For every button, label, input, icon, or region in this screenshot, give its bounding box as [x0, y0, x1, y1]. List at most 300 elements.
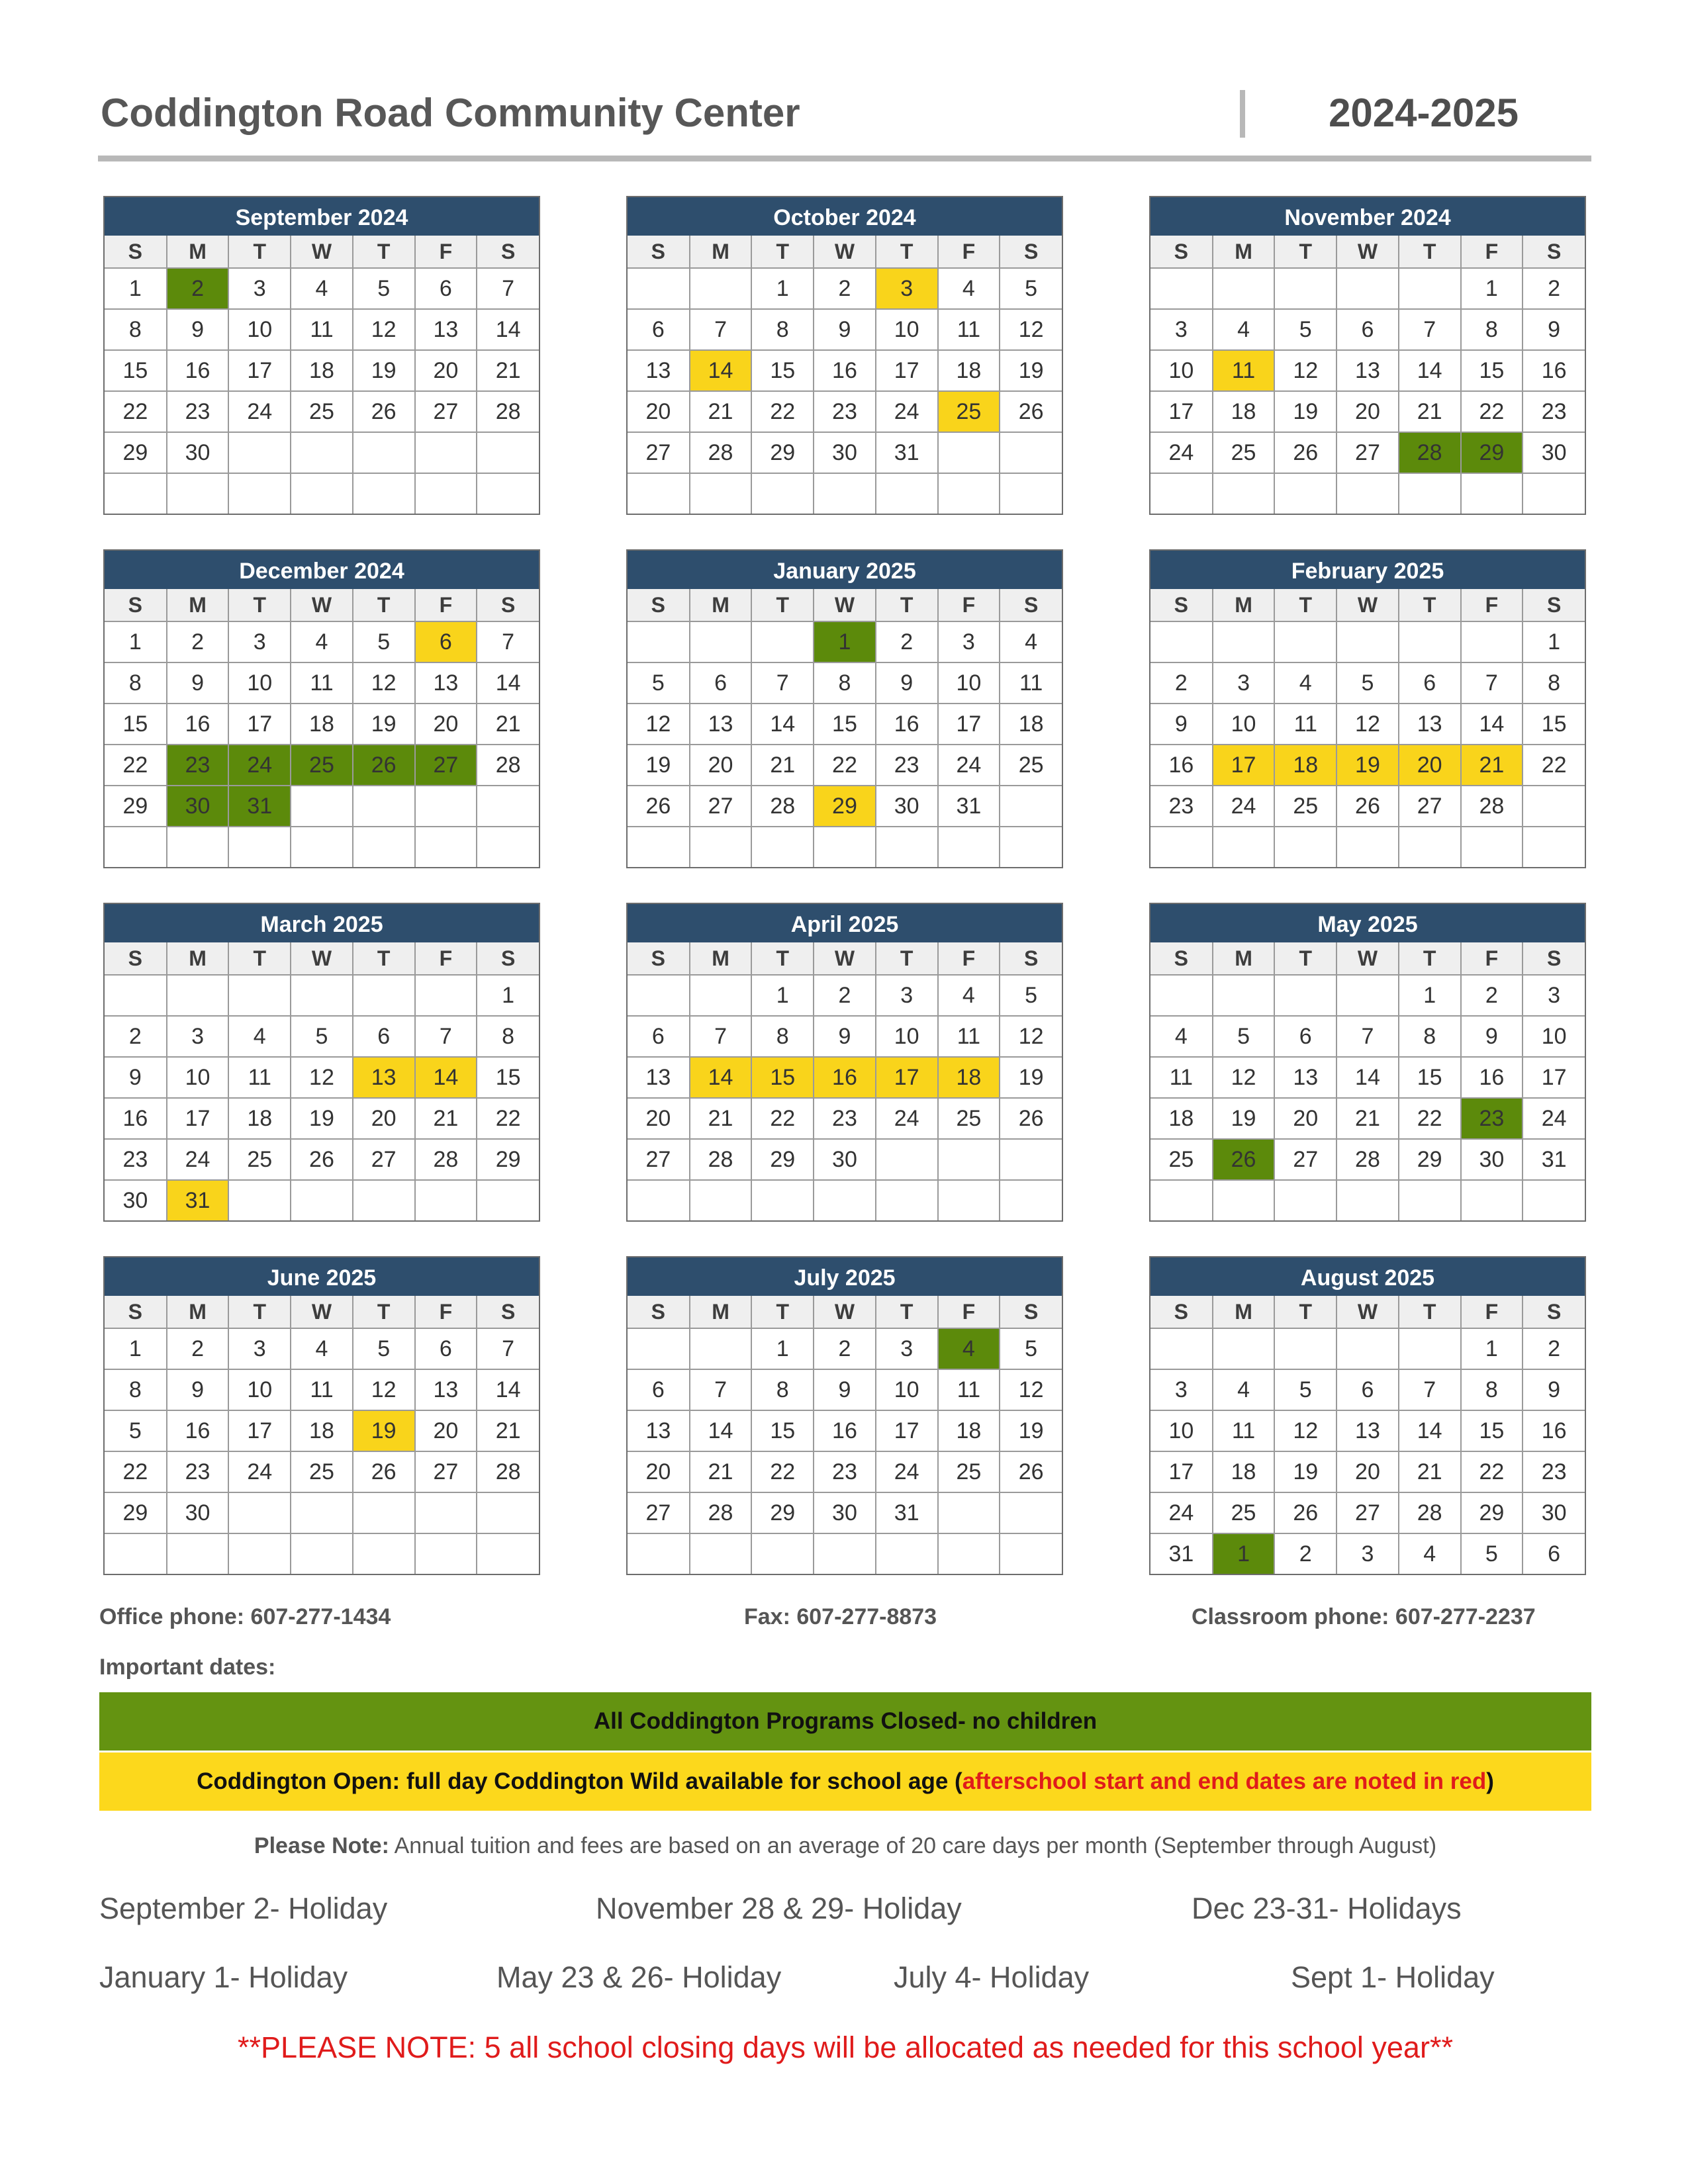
day-cell: 20 — [415, 1410, 477, 1451]
day-cell: 28 — [751, 786, 814, 827]
empty-day-cell — [477, 786, 539, 827]
day-cell: 2 — [1150, 662, 1213, 704]
empty-day-cell — [167, 975, 229, 1016]
empty-day-cell — [353, 1533, 415, 1574]
day-cell: 15 — [751, 350, 814, 391]
day-cell: 11 — [291, 662, 353, 704]
empty-day-cell — [1461, 473, 1523, 514]
empty-day-cell — [1461, 1180, 1523, 1220]
day-cell: 4 — [1213, 309, 1275, 350]
day-cell: 25 — [291, 391, 353, 432]
empty-day-cell — [477, 1180, 539, 1220]
day-cell: 14 — [415, 1057, 477, 1098]
empty-day-cell — [415, 827, 477, 867]
weekday-header: F — [415, 589, 477, 621]
empty-day-cell — [353, 1492, 415, 1533]
day-cell: 16 — [876, 704, 938, 745]
day-cell: 10 — [1523, 1016, 1585, 1057]
empty-day-cell — [228, 432, 291, 473]
day-cell: 8 — [105, 1369, 167, 1410]
legend-open-suffix: ) — [1486, 1768, 1494, 1794]
day-cell: 1 — [1461, 1328, 1523, 1369]
day-cell: 24 — [1213, 786, 1275, 827]
day-cell: 3 — [876, 975, 938, 1016]
day-cell: 10 — [228, 309, 291, 350]
weekday-header: S — [477, 589, 539, 621]
day-cell: 23 — [1523, 1451, 1585, 1492]
day-cell: 5 — [1274, 1369, 1336, 1410]
empty-day-cell — [1213, 473, 1275, 514]
day-cell: 16 — [1523, 350, 1585, 391]
day-cell: 30 — [1523, 432, 1585, 473]
day-cell: 14 — [690, 350, 752, 391]
month-calendar — [1149, 196, 1586, 515]
empty-day-cell — [1150, 1328, 1213, 1369]
day-cell: 19 — [1274, 391, 1336, 432]
weekday-header: F — [938, 942, 1000, 975]
day-cell: 20 — [1336, 391, 1399, 432]
empty-day-cell — [1000, 473, 1062, 514]
day-cell: 5 — [291, 1016, 353, 1057]
holiday-item: January 1- Holiday — [99, 1960, 348, 1994]
empty-day-cell — [690, 1328, 752, 1369]
day-cell: 4 — [1000, 621, 1062, 662]
day-cell: 16 — [1461, 1057, 1523, 1098]
day-cell: 6 — [1399, 662, 1461, 704]
day-cell: 15 — [1461, 350, 1523, 391]
day-cell: 4 — [291, 621, 353, 662]
weekday-header: S — [1523, 589, 1585, 621]
weekday-header: S — [477, 942, 539, 975]
day-cell: 27 — [1336, 1492, 1399, 1533]
weekday-header: T — [751, 589, 814, 621]
weekday-header: T — [876, 942, 938, 975]
empty-day-cell — [628, 827, 690, 867]
day-cell: 28 — [477, 745, 539, 786]
day-cell: 20 — [628, 1098, 690, 1139]
day-cell: 14 — [690, 1057, 752, 1098]
weekday-header: T — [228, 236, 291, 268]
day-cell: 22 — [751, 391, 814, 432]
empty-day-cell — [291, 827, 353, 867]
month-calendar — [103, 196, 540, 515]
day-cell: 3 — [876, 1328, 938, 1369]
empty-day-cell — [1523, 473, 1585, 514]
fax-number: Fax: 607-277-8873 — [744, 1604, 937, 1629]
day-cell: 6 — [415, 1328, 477, 1369]
empty-day-cell — [1000, 1180, 1062, 1220]
day-cell: 11 — [1213, 1410, 1275, 1451]
day-cell: 15 — [1399, 1057, 1461, 1098]
day-cell: 13 — [415, 1369, 477, 1410]
empty-day-cell — [628, 1180, 690, 1220]
day-cell: 10 — [1150, 1410, 1213, 1451]
holiday-item: July 4- Holiday — [894, 1960, 1090, 1994]
empty-day-cell — [628, 1533, 690, 1574]
empty-day-cell — [1399, 268, 1461, 309]
month-calendar — [1149, 1256, 1586, 1575]
empty-day-cell — [167, 827, 229, 867]
empty-day-cell — [751, 473, 814, 514]
day-cell: 4 — [938, 1328, 1000, 1369]
weekday-header: S — [477, 1296, 539, 1328]
day-cell: 29 — [477, 1139, 539, 1180]
day-cell: 1 — [751, 1328, 814, 1369]
day-cell: 5 — [353, 268, 415, 309]
day-cell: 26 — [353, 391, 415, 432]
empty-day-cell — [477, 432, 539, 473]
weekday-header: W — [1336, 1296, 1399, 1328]
empty-day-cell — [1150, 268, 1213, 309]
weekday-header: S — [628, 942, 690, 975]
weekday-header: S — [1150, 589, 1213, 621]
day-cell: 30 — [814, 1139, 876, 1180]
day-cell: 27 — [1336, 432, 1399, 473]
day-cell: 12 — [1000, 1369, 1062, 1410]
day-cell: 23 — [1461, 1098, 1523, 1139]
day-cell: 3 — [228, 268, 291, 309]
day-cell: 3 — [938, 621, 1000, 662]
weekday-header: F — [415, 942, 477, 975]
day-cell: 25 — [291, 745, 353, 786]
weekday-header: T — [1399, 589, 1461, 621]
day-cell: 10 — [876, 309, 938, 350]
empty-day-cell — [291, 786, 353, 827]
day-cell: 3 — [1150, 1369, 1213, 1410]
day-cell: 24 — [876, 1451, 938, 1492]
weekday-header: W — [814, 1296, 876, 1328]
day-cell: 4 — [1213, 1369, 1275, 1410]
day-cell: 18 — [228, 1098, 291, 1139]
day-cell: 30 — [167, 786, 229, 827]
day-cell: 3 — [1336, 1533, 1399, 1574]
month-title: October 2024 — [628, 197, 1062, 236]
empty-day-cell — [291, 975, 353, 1016]
day-cell: 22 — [1523, 745, 1585, 786]
empty-day-cell — [876, 1180, 938, 1220]
holiday-item: Dec 23-31- Holidays — [1192, 1891, 1462, 1925]
month-calendar — [626, 196, 1063, 515]
day-cell: 30 — [167, 1492, 229, 1533]
day-cell: 7 — [1461, 662, 1523, 704]
day-cell: 23 — [105, 1139, 167, 1180]
day-cell: 30 — [1461, 1139, 1523, 1180]
empty-day-cell — [1213, 975, 1275, 1016]
empty-day-cell — [228, 1180, 291, 1220]
empty-day-cell — [1399, 827, 1461, 867]
day-cell: 2 — [814, 975, 876, 1016]
day-cell: 14 — [477, 1369, 539, 1410]
day-cell: 4 — [938, 268, 1000, 309]
day-cell: 3 — [1523, 975, 1585, 1016]
day-cell: 15 — [105, 704, 167, 745]
empty-day-cell — [628, 268, 690, 309]
weekday-header: M — [167, 1296, 229, 1328]
day-cell: 21 — [477, 350, 539, 391]
empty-day-cell — [814, 827, 876, 867]
day-cell: 29 — [1461, 1492, 1523, 1533]
empty-day-cell — [1213, 1180, 1275, 1220]
classroom-phone: Classroom phone: 607-277-2237 — [1192, 1604, 1536, 1629]
day-cell: 2 — [1523, 268, 1585, 309]
weekday-header: S — [1523, 236, 1585, 268]
day-cell: 5 — [1336, 662, 1399, 704]
day-cell: 12 — [1000, 309, 1062, 350]
page-header — [98, 79, 1591, 161]
day-cell: 26 — [291, 1139, 353, 1180]
empty-day-cell — [938, 1492, 1000, 1533]
day-cell: 6 — [415, 268, 477, 309]
day-cell: 26 — [1274, 1492, 1336, 1533]
day-cell: 15 — [477, 1057, 539, 1098]
empty-day-cell — [938, 1533, 1000, 1574]
empty-day-cell — [1399, 473, 1461, 514]
day-cell: 17 — [1523, 1057, 1585, 1098]
weekday-header: S — [1150, 942, 1213, 975]
weekday-header: T — [353, 589, 415, 621]
weekday-header: M — [690, 589, 752, 621]
day-cell: 25 — [938, 391, 1000, 432]
month-calendar — [626, 549, 1063, 868]
day-cell: 8 — [751, 1016, 814, 1057]
weekday-header: T — [876, 1296, 938, 1328]
weekday-header: M — [1213, 942, 1275, 975]
tuition-note-bold: Please Note: — [254, 1833, 390, 1858]
empty-day-cell — [876, 827, 938, 867]
empty-day-cell — [105, 827, 167, 867]
empty-day-cell — [1213, 621, 1275, 662]
empty-day-cell — [690, 268, 752, 309]
day-cell: 20 — [628, 1451, 690, 1492]
empty-day-cell — [628, 473, 690, 514]
day-cell: 26 — [1000, 1451, 1062, 1492]
day-cell: 16 — [1523, 1410, 1585, 1451]
month-title: May 2025 — [1150, 904, 1585, 942]
empty-day-cell — [1461, 827, 1523, 867]
day-cell: 20 — [415, 350, 477, 391]
day-cell: 11 — [938, 1016, 1000, 1057]
day-cell: 9 — [1523, 309, 1585, 350]
empty-day-cell — [353, 975, 415, 1016]
day-cell: 26 — [628, 786, 690, 827]
day-cell: 19 — [1000, 1410, 1062, 1451]
day-cell: 4 — [1150, 1016, 1213, 1057]
day-cell: 15 — [751, 1057, 814, 1098]
day-cell: 18 — [291, 1410, 353, 1451]
day-cell: 2 — [167, 1328, 229, 1369]
empty-day-cell — [938, 827, 1000, 867]
month-title: December 2024 — [105, 551, 539, 589]
day-cell: 6 — [628, 309, 690, 350]
day-cell: 26 — [1274, 432, 1336, 473]
day-cell: 14 — [1461, 704, 1523, 745]
day-cell: 12 — [353, 662, 415, 704]
day-cell: 26 — [353, 1451, 415, 1492]
day-cell: 10 — [167, 1057, 229, 1098]
legend-open-prefix: Coddington Open: full day Coddington Wild available for school age ( — [197, 1768, 962, 1794]
day-cell: 29 — [751, 1492, 814, 1533]
empty-day-cell — [814, 1533, 876, 1574]
day-cell: 14 — [477, 662, 539, 704]
empty-day-cell — [477, 827, 539, 867]
day-cell: 10 — [938, 662, 1000, 704]
weekday-header: S — [1523, 1296, 1585, 1328]
day-cell: 6 — [690, 662, 752, 704]
day-cell: 20 — [1274, 1098, 1336, 1139]
day-cell: 24 — [1150, 432, 1213, 473]
day-cell: 7 — [690, 1016, 752, 1057]
weekday-header: S — [105, 942, 167, 975]
empty-day-cell — [291, 1492, 353, 1533]
day-cell: 18 — [1213, 1451, 1275, 1492]
weekday-header: F — [938, 589, 1000, 621]
day-cell: 1 — [1523, 621, 1585, 662]
weekday-header: T — [876, 589, 938, 621]
day-cell: 30 — [876, 786, 938, 827]
day-cell: 29 — [1461, 432, 1523, 473]
day-cell: 27 — [353, 1139, 415, 1180]
weekday-header: F — [415, 236, 477, 268]
day-cell: 2 — [105, 1016, 167, 1057]
weekday-header: F — [1461, 589, 1523, 621]
day-cell: 25 — [228, 1139, 291, 1180]
day-cell: 15 — [1461, 1410, 1523, 1451]
day-cell: 17 — [1150, 1451, 1213, 1492]
empty-day-cell — [690, 1533, 752, 1574]
day-cell: 8 — [1461, 1369, 1523, 1410]
legend-closed: All Coddington Programs Closed- no children — [99, 1692, 1591, 1751]
day-cell: 22 — [105, 745, 167, 786]
day-cell: 1 — [814, 621, 876, 662]
month-title: January 2025 — [628, 551, 1062, 589]
day-cell: 12 — [1274, 350, 1336, 391]
month-calendar — [103, 1256, 540, 1575]
day-cell: 7 — [477, 268, 539, 309]
weekday-header: S — [1000, 1296, 1062, 1328]
day-cell: 12 — [1336, 704, 1399, 745]
weekday-header: M — [1213, 1296, 1275, 1328]
weekday-header: W — [1336, 589, 1399, 621]
empty-day-cell — [876, 1533, 938, 1574]
day-cell: 1 — [1213, 1533, 1275, 1574]
day-cell: 8 — [751, 1369, 814, 1410]
closing-days-note: **PLEASE NOTE: 5 all school closing days will be allocated as needed for this school year** — [238, 2030, 1453, 2064]
empty-day-cell — [938, 432, 1000, 473]
day-cell: 2 — [814, 268, 876, 309]
empty-day-cell — [814, 1180, 876, 1220]
day-cell: 4 — [291, 1328, 353, 1369]
office-phone: Office phone: 607-277-1434 — [99, 1604, 391, 1629]
empty-day-cell — [228, 473, 291, 514]
weekday-header: W — [814, 589, 876, 621]
day-cell: 19 — [1336, 745, 1399, 786]
weekday-header: M — [167, 942, 229, 975]
weekday-header: T — [1274, 942, 1336, 975]
empty-day-cell — [1150, 975, 1213, 1016]
day-cell: 1 — [1461, 268, 1523, 309]
day-cell: 26 — [353, 745, 415, 786]
month-title: July 2025 — [628, 1257, 1062, 1296]
weekday-header: M — [1213, 589, 1275, 621]
day-cell: 24 — [167, 1139, 229, 1180]
weekday-header: T — [1274, 1296, 1336, 1328]
weekday-header: W — [1336, 236, 1399, 268]
day-cell: 17 — [228, 704, 291, 745]
empty-day-cell — [228, 827, 291, 867]
header-divider — [1240, 90, 1245, 138]
day-cell: 11 — [938, 1369, 1000, 1410]
empty-day-cell — [415, 1180, 477, 1220]
weekday-header: T — [876, 236, 938, 268]
day-cell: 10 — [876, 1369, 938, 1410]
day-cell: 14 — [1336, 1057, 1399, 1098]
day-cell: 7 — [1399, 309, 1461, 350]
day-cell: 23 — [167, 391, 229, 432]
empty-day-cell — [751, 827, 814, 867]
weekday-header: T — [353, 942, 415, 975]
day-cell: 15 — [814, 704, 876, 745]
day-cell: 25 — [1274, 786, 1336, 827]
day-cell: 7 — [477, 1328, 539, 1369]
day-cell: 25 — [938, 1098, 1000, 1139]
day-cell: 16 — [814, 1410, 876, 1451]
empty-day-cell — [477, 1492, 539, 1533]
tuition-note — [99, 1833, 1591, 1859]
day-cell: 20 — [353, 1098, 415, 1139]
empty-day-cell — [1000, 786, 1062, 827]
day-cell: 1 — [105, 268, 167, 309]
weekday-header: S — [1150, 236, 1213, 268]
day-cell: 1 — [1399, 975, 1461, 1016]
day-cell: 2 — [876, 621, 938, 662]
day-cell: 25 — [1150, 1139, 1213, 1180]
day-cell: 13 — [1399, 704, 1461, 745]
empty-day-cell — [1213, 827, 1275, 867]
day-cell: 4 — [938, 975, 1000, 1016]
empty-day-cell — [1274, 473, 1336, 514]
day-cell: 22 — [1461, 1451, 1523, 1492]
day-cell: 28 — [690, 1492, 752, 1533]
month-title: April 2025 — [628, 904, 1062, 942]
day-cell: 19 — [1000, 1057, 1062, 1098]
weekday-header: W — [291, 589, 353, 621]
weekday-header: S — [1150, 1296, 1213, 1328]
day-cell: 19 — [353, 704, 415, 745]
day-cell: 6 — [1336, 1369, 1399, 1410]
weekday-header: W — [1336, 942, 1399, 975]
day-cell: 28 — [1399, 1492, 1461, 1533]
org-name: Coddington Road Community Center — [101, 91, 800, 135]
day-cell: 25 — [1213, 432, 1275, 473]
day-cell: 5 — [1213, 1016, 1275, 1057]
weekday-header: F — [1461, 1296, 1523, 1328]
day-cell: 24 — [876, 391, 938, 432]
empty-day-cell — [353, 1180, 415, 1220]
weekday-header: M — [167, 589, 229, 621]
day-cell: 21 — [1461, 745, 1523, 786]
day-cell: 4 — [1274, 662, 1336, 704]
day-cell: 13 — [628, 350, 690, 391]
day-cell: 25 — [938, 1451, 1000, 1492]
day-cell: 4 — [228, 1016, 291, 1057]
day-cell: 4 — [1399, 1533, 1461, 1574]
weekday-header: F — [415, 1296, 477, 1328]
month-title: September 2024 — [105, 197, 539, 236]
day-cell: 20 — [1336, 1451, 1399, 1492]
empty-day-cell — [1336, 1328, 1399, 1369]
empty-day-cell — [1000, 827, 1062, 867]
empty-day-cell — [1336, 975, 1399, 1016]
